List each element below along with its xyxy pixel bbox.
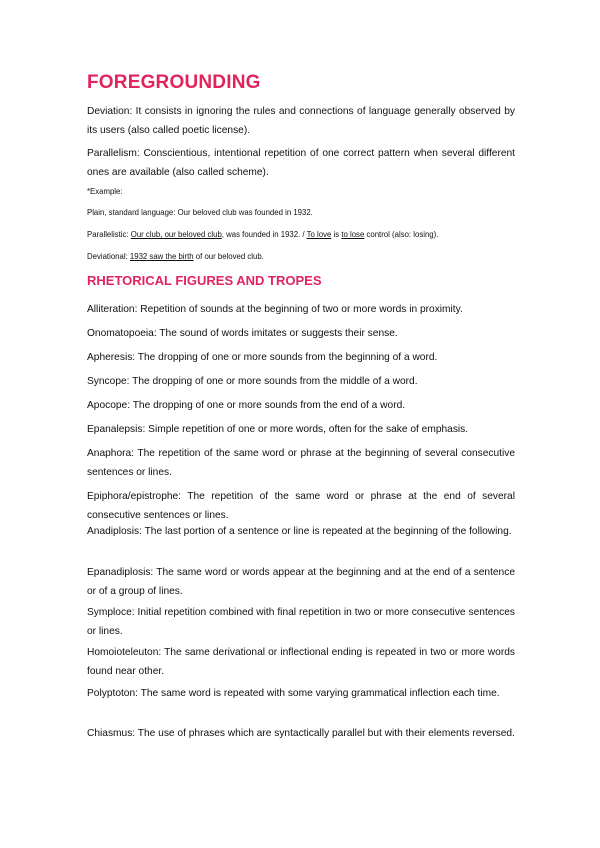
example-deviational: [87, 251, 527, 263]
section-title: RHETORICAL FIGURES AND TROPES: [87, 273, 322, 288]
figure-item: Epiphora/epistrophe: The repetition of the same word or phrase at the end of several consecutive sentences or lines.: [87, 491, 515, 521]
parallelistic-underline-3: to lose: [341, 230, 365, 239]
example-plain: Plain, standard language: Our beloved club was founded in 1932.: [87, 208, 313, 217]
parallelistic-underline-1: Our club, our beloved club: [130, 230, 222, 239]
parallelistic-prefix: Parallelistic:: [87, 230, 131, 239]
example-heading: *Example:: [87, 187, 123, 196]
parallelistic-underline-2: To love: [306, 230, 332, 239]
deviational-underline: 1932 saw the birth: [129, 252, 194, 261]
figure-item: Anaphora: The repetition of the same word or phrase at the beginning of several consecutive sentences or lines.: [87, 448, 515, 478]
figure-item: Onomatopoeia: The sound of words imitates or suggests their sense.: [87, 328, 398, 339]
figure-item: Chiasmus: The use of phrases which are syntactically parallel but with their elements reversed.: [87, 728, 515, 739]
parallelistic-mid-2: is: [331, 230, 342, 239]
page-title: FOREGROUNDING: [87, 72, 261, 93]
figure-item: Symploce: Initial repetition combined with final repetition in two or more consecutive sentences or lines.: [87, 607, 515, 637]
parallelistic-suffix: control (also: losing).: [364, 230, 439, 239]
example-parallelistic: [87, 229, 527, 241]
figure-item: Syncope: The dropping of one or more sounds from the middle of a word.: [87, 376, 418, 387]
deviational-suffix: of our beloved club.: [193, 252, 264, 261]
figure-item: Polyptoton: The same word is repeated with some varying grammatical inflection each time.: [87, 688, 500, 699]
deviation-paragraph: Deviation: It consists in ignoring the rules and connections of language generally observed by its users (also called poetic license).: [87, 106, 515, 136]
figure-item: Anadiplosis: The last portion of a sentence or line is repeated at the beginning of the following.: [87, 526, 512, 537]
figure-item: Apocope: The dropping of one or more sounds from the end of a word.: [87, 400, 406, 411]
figure-item: Apheresis: The dropping of one or more sounds from the beginning of a word.: [87, 352, 438, 363]
deviational-prefix: Deviational:: [87, 252, 130, 261]
figure-item: Epanadiplosis: The same word or words appear at the beginning and at the end of a sentence or of a group of lines.: [87, 567, 515, 597]
figure-item: Alliteration: Repetition of sounds at the beginning of two or more words in proximity.: [87, 304, 463, 315]
parallelistic-mid-1: , was founded in 1932. /: [221, 230, 307, 239]
figure-item: Epanalepsis: Simple repetition of one or more words, often for the sake of emphasis.: [87, 424, 469, 435]
figure-item: Homoioteleuton: The same derivational or inflectional ending is repeated in two or more words found near other.: [87, 647, 515, 677]
parallelism-paragraph: Parallelism: Conscientious, intentional repetition of one correct pattern when several different ones are available (also called scheme).: [87, 148, 515, 178]
